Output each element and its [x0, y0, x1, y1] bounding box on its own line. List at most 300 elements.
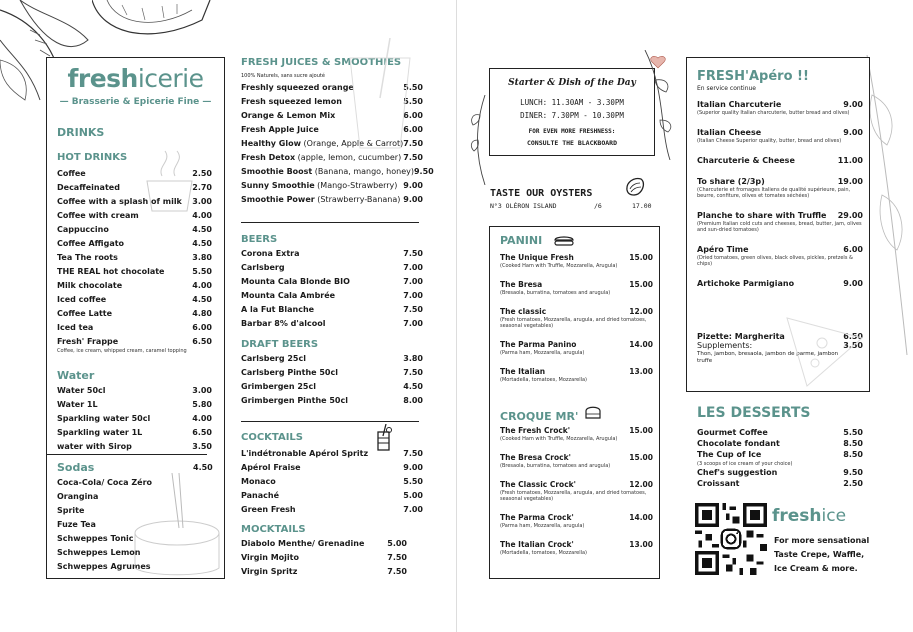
apero-price: 9.00 [843, 279, 863, 288]
croque-desc: (Bresaola, burratina, tomatoes and arugula) [500, 463, 611, 469]
sketch-branch-right [640, 50, 674, 160]
hot-drink-name: Coffee with cream [57, 211, 139, 220]
apero-row [697, 128, 863, 137]
hot-drinks-title: HOT DRINKS [57, 152, 128, 163]
water-price: 4.00 [192, 414, 212, 423]
panini-price: 15.00 [629, 280, 653, 289]
beer-price: 7.50 [403, 305, 423, 314]
apero-price: 19.00 [837, 177, 863, 186]
dessert-name: Gourmet Coffee [697, 428, 768, 437]
cocktail-name: Monaco [241, 477, 276, 486]
beer-price: 7.50 [403, 249, 423, 258]
croque-row [500, 480, 653, 489]
croque-row [500, 513, 653, 522]
juice-row [241, 193, 423, 207]
juice-price: 9.00 [403, 195, 423, 204]
apero-panel [686, 57, 870, 392]
dessert-row [697, 438, 863, 449]
panini-list [500, 253, 653, 394]
drinks-panel [46, 57, 225, 579]
starter-fresh1: FOR EVEN MORE FRESHNESS: [528, 128, 616, 135]
croque-name: The Parma Crock' [500, 513, 574, 522]
draft-beer-name: Carlsberg 25cl [241, 354, 306, 363]
apero-desc: (Superior quality Italian charcuterie, butter bread and olives) [697, 110, 850, 116]
soda-name: Coca-Cola/ Coca Zéro [57, 478, 153, 487]
draft-beer-price: 4.50 [403, 382, 423, 391]
hot-drink-price: 5.50 [192, 267, 212, 276]
dessert-name: Croissant [697, 479, 740, 488]
water-name: Sparkling water 1L [57, 428, 143, 437]
beer-row [241, 247, 423, 261]
freshice-line2: Taste Crepe, Waffle, [774, 550, 865, 559]
water-row [57, 440, 212, 454]
starter-dinner: DINER: 7.30PM - 10.30PM [520, 111, 624, 120]
cocktail-price: 5.00 [403, 491, 423, 500]
juice-label [241, 109, 335, 123]
pizette-name: Pizette: Margherita [697, 332, 785, 341]
hot-drink-price: 4.00 [192, 281, 212, 290]
water-name: Water 50cl [57, 386, 106, 395]
croque-sandwich-icon [584, 405, 602, 421]
cocktail-name: L'indétronable Apérol Spritz [241, 449, 369, 458]
panini-desc: (Cooked Ham with Truffle, Mozzarella, Arugula) [500, 263, 618, 269]
dessert-price: 8.50 [843, 450, 863, 459]
mocktail-name: Virgin Mojito [241, 553, 299, 562]
brand-logo-fresh: fresh [67, 64, 138, 93]
hot-drink-price: 4.50 [192, 225, 212, 234]
mocktails-list [241, 537, 407, 579]
brand-logo [53, 64, 218, 93]
apero-row [697, 177, 863, 186]
juice-label [241, 179, 397, 193]
juice-price: 7.50 [403, 153, 423, 162]
juice-name: Freshly squeezed orange [241, 83, 354, 92]
juice-extra: (Mango-Strawberry) [314, 181, 398, 190]
hot-drink-row [57, 321, 212, 335]
hot-drink-row [57, 279, 212, 293]
apero-name: Apéro Time [697, 245, 749, 254]
panini-sandwich-icon [554, 235, 574, 247]
apero-subtitle: En service continue [697, 85, 756, 92]
juice-name: Smoothie Boost [241, 167, 313, 176]
juice-label [241, 193, 400, 207]
juices-title: FRESH JUICES & SMOOTHIES [241, 57, 402, 68]
croque-price: 14.00 [629, 513, 653, 522]
panini-panel [489, 226, 660, 579]
croque-desc: (Mortadella, tomatoes, Mozzarella) [500, 550, 588, 556]
croque-price: 15.00 [629, 453, 653, 462]
brand-logo-icerie: icerie [137, 64, 204, 93]
panini-desc: (Parma ham, Mozzarella, arugula) [500, 350, 585, 356]
panini-item [500, 340, 653, 356]
water-row [57, 384, 212, 398]
panini-item [500, 253, 653, 269]
apero-name: Artichoke Parmigiano [697, 279, 795, 288]
oysters-title: TASTE OUR OYSTERS [490, 188, 593, 199]
cocktail-row [241, 447, 423, 461]
apero-item [697, 128, 863, 144]
juice-extra: (Banana, mango, honey) [312, 167, 414, 176]
water-price: 5.80 [192, 400, 212, 409]
apero-list [697, 100, 863, 300]
hot-drink-name: Coffee with a splash of milk [57, 197, 182, 206]
water-name: water with Sirop [57, 442, 132, 451]
sketch-coconut-top [92, 0, 212, 45]
apero-price: 9.00 [843, 128, 863, 137]
water-row [57, 398, 212, 412]
sodas-price: 4.50 [193, 463, 213, 472]
juice-name: Smoothie Power [241, 195, 315, 204]
water-name: Water 1L [57, 400, 98, 409]
draft-beer-row [241, 366, 423, 380]
apero-price: 29.00 [837, 211, 863, 220]
hot-drink-name: Fresh' Frappe [57, 337, 119, 346]
beer-price: 7.00 [403, 319, 423, 328]
panini-price: 13.00 [629, 367, 653, 376]
dessert-row [697, 467, 863, 478]
oysters-qty: /6 [594, 202, 602, 210]
dessert-item [697, 478, 863, 489]
cocktail-row [241, 461, 423, 475]
beer-price: 7.00 [403, 277, 423, 286]
soda-name: Schweppes Tonic [57, 534, 134, 543]
hot-drink-name: Iced tea [57, 323, 94, 332]
apero-name: Planche to share with Truffle [697, 211, 827, 220]
juice-price: 6.00 [403, 111, 423, 120]
apero-price: 11.00 [837, 156, 863, 165]
mocktail-name: Virgin Spritz [241, 567, 298, 576]
panini-price: 15.00 [629, 253, 653, 262]
cocktail-row [241, 503, 423, 517]
croque-title: CROQUE MR' [500, 410, 579, 423]
panini-name: The Unique Fresh [500, 253, 574, 262]
juice-name: Fresh Apple Juice [241, 125, 319, 134]
hot-drink-price: 4.50 [192, 295, 212, 304]
apero-price: 6.00 [843, 245, 863, 254]
panini-desc: (Mortadella, tomatoes, Mozzarella) [500, 377, 588, 383]
hot-drink-name: Coffee [57, 169, 86, 178]
draft-beer-row [241, 394, 423, 408]
juice-price: 7.50 [403, 139, 424, 148]
croque-name: The Bresa Crock' [500, 453, 571, 462]
croque-desc: (Fresh tomatoes, Mozzarella, arugula, and dried tomatoes, seasonal vegetables) [500, 490, 647, 502]
mocktail-price: 7.50 [387, 567, 407, 576]
panini-row [500, 280, 653, 289]
croque-row [500, 540, 653, 549]
cocktail-price: 9.00 [403, 463, 423, 472]
beer-row [241, 317, 423, 331]
juices-note: 100% Naturels, sans sucre ajouté [241, 73, 325, 79]
dessert-name: Chef's suggestion [697, 468, 778, 477]
dessert-item [697, 449, 863, 467]
apero-desc: (Charcuterie et fromages Italiens de qualité supérieure, pain, beurre, confiture, olives et tomates séchées) [697, 187, 851, 199]
croque-desc: (Cooked Ham with Truffle, Mozzarella, Arugula) [500, 436, 618, 442]
draft-beer-name: Grimbergen 25cl [241, 382, 316, 391]
sodas-title: Sodas [57, 461, 95, 474]
drinks-title: DRINKS [57, 126, 105, 139]
hot-drink-name: THE REAL hot chocolate [57, 267, 165, 276]
hot-drink-row [57, 293, 212, 307]
supplements-label: Supplements: [697, 341, 753, 350]
soda-name: Orangina [57, 492, 99, 501]
beer-name: Mounta Cala Blonde BIO [241, 277, 350, 286]
sketch-pizza-icon [777, 308, 867, 388]
croque-item [500, 453, 653, 469]
mocktail-row [241, 537, 407, 551]
brand-tagline: — Brasserie & Epicerie Fine — [59, 97, 212, 107]
croque-item [500, 540, 653, 556]
apero-title: FRESH'Apéro !! [697, 69, 809, 84]
oysters-price: 17.00 [632, 202, 652, 210]
apero-desc: (Premium Italian cold cuts and cheeses, bread, butter, jam, olives and sun-dried tomatoes) [697, 221, 862, 233]
apero-row [697, 279, 863, 288]
beers-section [241, 234, 423, 331]
cocktail-name: Panaché [241, 491, 280, 500]
soda-name: Sprite [57, 506, 85, 515]
panini-desc: (Bresaola, burratina, tomatoes and arugula) [500, 290, 611, 296]
croque-price: 13.00 [629, 540, 653, 549]
page-fold [456, 0, 457, 632]
croque-name: The Italian Crock' [500, 540, 574, 549]
hot-drink-row [57, 223, 212, 237]
apero-row [697, 156, 863, 165]
beer-row [241, 261, 423, 275]
cocktails-list [241, 447, 423, 517]
freshice-logo-fresh: fresh [772, 506, 822, 526]
panini-name: The Bresa [500, 280, 543, 289]
water-price: 3.00 [192, 386, 212, 395]
water-title: Water [57, 369, 95, 382]
juice-label [241, 165, 414, 179]
dessert-price: 2.50 [843, 479, 863, 488]
juice-name: Healthy Glow [241, 139, 301, 148]
draft-beer-price: 3.80 [403, 354, 423, 363]
dessert-price: 9.50 [843, 468, 863, 477]
frappe-note: Coffee, ice cream, whipped cream, caramel topping [57, 348, 187, 354]
oysters-name: N°3 OLÉRON ISLAND [490, 202, 557, 210]
apero-desc: (Dried tomatoes, green olives, black olives, pickles, pretzels & chips) [697, 255, 853, 267]
mocktail-name: Diabolo Menthe/ Grenadine [241, 539, 365, 548]
dessert-row [697, 449, 863, 460]
water-row [57, 426, 212, 440]
hot-drink-name: Tea The roots [57, 253, 118, 262]
freshice-logo-ice: ice [821, 506, 847, 526]
apero-row [697, 245, 863, 254]
beer-price: 7.00 [403, 263, 423, 272]
apero-name: Charcuterie & Cheese [697, 156, 795, 165]
hot-drink-name: Coffee Affigato [57, 239, 125, 248]
hot-drink-name: Milk chocolate [57, 281, 123, 290]
croque-price: 15.00 [629, 426, 653, 435]
apero-desc: (Italian Cheese Superior quality, butter, bread and olives) [697, 138, 842, 144]
croque-item [500, 480, 653, 502]
mocktail-row [241, 565, 407, 579]
beer-name: Carlsberg [241, 263, 285, 272]
sodas-divider [47, 454, 207, 455]
cocktail-name: Apérol Fraise [241, 463, 301, 472]
hot-drink-name: Cappuccino [57, 225, 109, 234]
water-price: 3.50 [192, 442, 212, 451]
cocktail-glass-icon [374, 424, 394, 452]
croque-desc: (Parma ham, Mozzarella, arugula) [500, 523, 585, 529]
beers-list [241, 247, 423, 331]
cocktails-title: COCKTAILS [241, 432, 304, 443]
cocktail-row [241, 489, 423, 503]
panini-row [500, 253, 653, 262]
cocktail-name: Green Fresh [241, 505, 296, 514]
panini-title: PANINI [500, 234, 543, 247]
juice-name: Fresh squeezed lemon [241, 97, 342, 106]
draft-section [241, 339, 423, 408]
dessert-row [697, 427, 863, 438]
beer-name: Corona Extra [241, 249, 300, 258]
water-row [57, 412, 212, 426]
juice-price: 6.00 [403, 125, 423, 134]
croque-row [500, 453, 653, 462]
beer-row [241, 303, 423, 317]
hot-drink-name: Decaffeinated [57, 183, 120, 192]
dessert-price: 8.50 [843, 439, 863, 448]
apero-row [697, 211, 863, 220]
croque-row [500, 426, 653, 435]
mocktail-price: 5.00 [387, 539, 407, 548]
juice-name: Fresh Detox [241, 153, 296, 162]
hot-drink-row [57, 251, 212, 265]
mocktail-price: 7.50 [387, 553, 407, 562]
apero-row [697, 100, 863, 109]
freshice-text [774, 534, 869, 576]
soda-name: Schweppes Agrumes [57, 562, 151, 571]
dessert-desc: (3 scoops of ice cream of your choice) [697, 461, 793, 467]
beer-row [241, 275, 423, 289]
panini-item [500, 280, 653, 296]
draft-beer-price: 7.50 [403, 368, 423, 377]
draft-beer-name: Carlsberg Pinthe 50cl [241, 368, 338, 377]
apero-item [697, 279, 863, 288]
hot-drink-price: 2.50 [192, 169, 212, 178]
beer-name: Mounta Cala Ambrée [241, 291, 336, 300]
croque-item [500, 513, 653, 529]
beers-title: BEERS [241, 234, 278, 245]
croque-name: The Fresh Crock' [500, 426, 571, 435]
panini-row [500, 340, 653, 349]
cocktail-price: 5.50 [403, 477, 423, 486]
dessert-item [697, 438, 863, 449]
hot-drink-price: 6.50 [192, 337, 212, 346]
panini-name: The Italian [500, 367, 546, 376]
dessert-name: Chocolate fondant [697, 439, 780, 448]
hot-drink-row [57, 307, 212, 321]
cocktails-section [241, 432, 423, 517]
mocktails-section [241, 524, 407, 579]
apero-name: Italian Charcuterie [697, 100, 782, 109]
juice-price: 9.00 [403, 181, 423, 190]
draft-list [241, 352, 423, 408]
hot-drink-row [57, 265, 212, 279]
hot-drink-price: 3.80 [192, 253, 212, 262]
supplements-desc: Thon, jambon, bresaola, jambon de parme, jambon truffe [697, 351, 839, 364]
dessert-item [697, 467, 863, 478]
hot-drink-name: Coffee Latte [57, 309, 113, 318]
apero-price: 9.00 [843, 100, 863, 109]
hot-drink-price: 3.00 [192, 197, 212, 206]
beer-name: Barbar 8% d'alcool [241, 319, 326, 328]
juice-name: Sunny Smoothie [241, 181, 315, 190]
croque-name: The Classic Crock' [500, 480, 576, 489]
draft-divider [241, 421, 419, 422]
panini-item [500, 307, 653, 329]
freshice-logo [772, 506, 846, 526]
juice-extra: (Orange, Apple & Carrot) [300, 139, 404, 148]
sketch-coffee-cup-icon [127, 146, 207, 216]
sketch-branch-left [470, 95, 492, 185]
desserts-list [697, 427, 863, 489]
dessert-price: 5.50 [843, 428, 863, 437]
soda-name: Fuze Tea [57, 520, 96, 529]
dessert-name: The Cup of Ice [697, 450, 762, 459]
juice-price: 5.50 [403, 83, 423, 92]
panini-price: 12.00 [629, 307, 653, 316]
starter-lunch: LUNCH: 11.30AM - 3.30PM [520, 98, 624, 107]
juice-row [241, 179, 423, 193]
mocktails-title: MOCKTAILS [241, 524, 306, 535]
beer-name: A la Fut Blanche [241, 305, 315, 314]
panini-name: The classic [500, 307, 547, 316]
apero-item [697, 177, 863, 199]
sketch-juice-glass-icon [330, 38, 420, 158]
hot-drink-price: 4.80 [192, 309, 212, 318]
hot-drink-row [57, 237, 212, 251]
water-name: Sparkling water 50cl [57, 414, 151, 423]
beer-price: 7.00 [403, 291, 423, 300]
draft-beer-name: Grimbergen Pinthe 50cl [241, 396, 348, 405]
qr-code-icon[interactable] [695, 503, 767, 575]
freshice-line3: Ice Cream & more. [774, 564, 858, 573]
apero-name: To share (2/3p) [697, 177, 765, 186]
juice-row [241, 165, 434, 179]
apero-item [697, 211, 863, 233]
apero-item [697, 100, 863, 116]
sketch-cake-icon [117, 473, 225, 578]
panini-row [500, 307, 653, 316]
dessert-item [697, 427, 863, 438]
juice-label [241, 123, 319, 137]
panini-desc: (Fresh tomatoes, Mozzarella, arugula, and dried tomatoes, seasonal vegetables) [500, 317, 647, 329]
supplements-price: 3.50 [843, 341, 863, 350]
panini-row [500, 367, 653, 376]
draft-beer-price: 8.00 [403, 396, 423, 405]
hot-drink-row [57, 335, 212, 349]
juice-price: 9.50 [413, 167, 434, 176]
panini-name: The Parma Panino [500, 340, 577, 349]
croque-list [500, 426, 653, 567]
croque-item [500, 426, 653, 442]
hot-drink-price: 2.70 [192, 183, 212, 192]
juice-price: 5.50 [403, 97, 423, 106]
starter-fresh2: CONSULTE THE BLACKBOARD [526, 139, 617, 147]
mocktail-row [241, 551, 407, 565]
draft-title: DRAFT BEERS [241, 339, 319, 350]
starter-title: Starter & Dish of the Day [508, 78, 636, 88]
apero-item [697, 156, 863, 165]
juice-name: Orange & Lemon Mix [241, 111, 336, 120]
draft-beer-row [241, 352, 423, 366]
draft-beer-row [241, 380, 423, 394]
water-list [57, 384, 212, 454]
desserts-title: LES DESSERTS [697, 405, 811, 421]
croque-price: 12.00 [629, 480, 653, 489]
cocktail-row [241, 475, 423, 489]
